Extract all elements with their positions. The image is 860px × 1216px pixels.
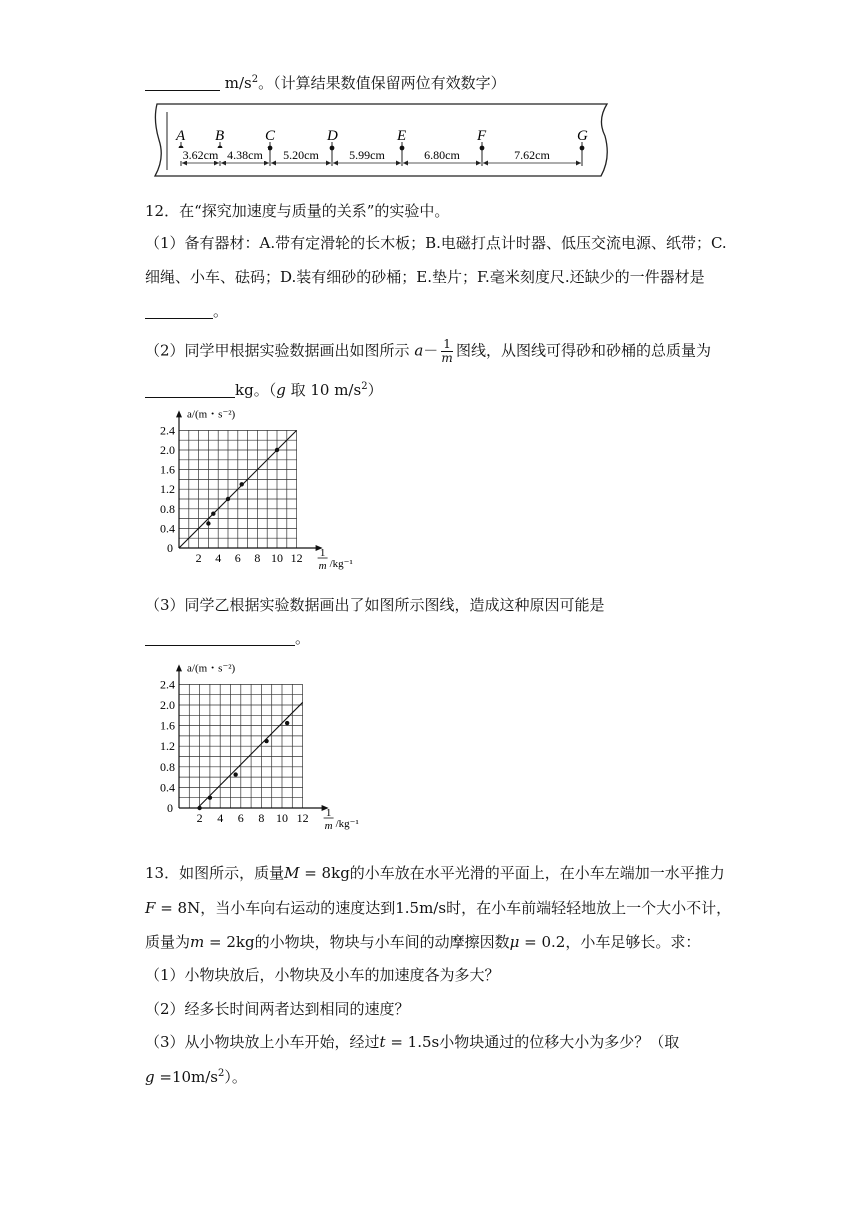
x-tick-label: 4 bbox=[217, 811, 224, 825]
answer-blank[interactable] bbox=[145, 381, 235, 398]
q13-sub2: （2）经多长时间两者达到相同的速度？ bbox=[145, 1000, 410, 1018]
q11-answer-line bbox=[145, 72, 506, 93]
x-tick-label: 2 bbox=[195, 551, 202, 565]
var-M: M bbox=[284, 864, 300, 882]
y-axis-arrow bbox=[176, 410, 182, 417]
period: 。 bbox=[295, 629, 311, 647]
q13-sub1: （1）小物块放后，小物块及小车的加速度各为多大？ bbox=[145, 966, 500, 984]
x-tick-label: 6 bbox=[234, 551, 241, 565]
x-axis-label: 1 bbox=[325, 807, 332, 819]
q13-line1 bbox=[145, 862, 725, 883]
tape-point-label: E bbox=[397, 128, 407, 144]
tape-point-label: D bbox=[327, 128, 338, 144]
y-tick-label: 0.8 bbox=[160, 501, 175, 516]
x-tick-label: 8 bbox=[258, 811, 265, 825]
q13-sub3 bbox=[145, 1031, 679, 1052]
var-a: a bbox=[414, 341, 424, 360]
text: ）。 bbox=[224, 1068, 247, 1086]
text: 质量为 bbox=[145, 933, 191, 951]
x-tick-label: 12 bbox=[296, 811, 309, 825]
tape-arrow-left bbox=[271, 161, 276, 166]
text: 小物块通过的位移大小为多少？（取 bbox=[439, 1033, 680, 1051]
tape-arrow-left bbox=[333, 161, 338, 166]
data-point bbox=[206, 521, 210, 525]
y-tick-label: 1.6 bbox=[160, 462, 175, 477]
tape-segment-label: 7.62cm bbox=[514, 148, 550, 162]
origin-label: 0 bbox=[167, 801, 173, 815]
x-tick-label: 6 bbox=[237, 811, 244, 825]
fraction-1-over-m: $\frac{1}{m}$ bbox=[441, 337, 453, 365]
x-tick-label: 4 bbox=[215, 551, 222, 565]
x-axis-label: 1 bbox=[319, 547, 326, 559]
tape-point-label: B bbox=[215, 128, 225, 144]
x-tick-label: 10 bbox=[271, 551, 283, 565]
answer-blank[interactable] bbox=[145, 302, 213, 319]
text: 的小物块，物块与小车间的动摩擦因数 bbox=[254, 933, 510, 951]
var-t: t bbox=[379, 1033, 386, 1051]
eq: = 1.5s bbox=[385, 1033, 440, 1051]
chart-a-vs-inv-m-1 bbox=[145, 406, 360, 578]
tape-dot bbox=[330, 146, 335, 151]
y-tick-label: 1.2 bbox=[160, 739, 175, 754]
x-tick-label: 10 bbox=[276, 811, 288, 825]
answer-blank[interactable] bbox=[145, 74, 220, 91]
x-tick-label: 8 bbox=[254, 551, 261, 565]
fit-line bbox=[198, 702, 303, 808]
y-tick-label: 1.2 bbox=[160, 482, 175, 497]
q12-p2-line1 bbox=[145, 338, 711, 365]
data-point bbox=[240, 482, 244, 486]
q12-p2-answer bbox=[145, 379, 383, 400]
q13-line2 bbox=[145, 897, 731, 918]
x-axis-label: /kg⁻¹ bbox=[329, 558, 353, 570]
velocity: 1.5m/s bbox=[395, 899, 447, 917]
eq: = 8N bbox=[155, 899, 201, 917]
data-point bbox=[208, 796, 212, 800]
var-F: F bbox=[145, 899, 156, 917]
q12-title: 12．在“探究加速度与质量的关系”的实验中。 bbox=[145, 202, 450, 220]
tape-arrow-right bbox=[326, 161, 331, 166]
tape-arrow-right bbox=[396, 161, 401, 166]
eq: = 0.2 bbox=[519, 933, 566, 951]
eq: = 8kg bbox=[299, 864, 350, 882]
x-axis-label: m bbox=[324, 820, 333, 832]
x-tick-label: 2 bbox=[196, 811, 203, 825]
tape-point-label: C bbox=[265, 128, 276, 144]
y-tick-label: 1.6 bbox=[160, 718, 175, 733]
sup: 2 bbox=[361, 381, 368, 392]
y-tick-label: 0.4 bbox=[160, 521, 175, 536]
y-tick-label: 0.8 bbox=[160, 759, 175, 774]
y-tick-label: 0.4 bbox=[160, 780, 175, 795]
tape-point-label: A bbox=[176, 128, 186, 144]
sup: 2 bbox=[218, 1068, 225, 1079]
paper-tape-figure bbox=[145, 98, 615, 182]
p2-text: （2）同学甲根据实验数据画出如图所示 bbox=[145, 341, 410, 360]
tape-arrow-left bbox=[221, 161, 226, 166]
tape-segment-label: 5.99cm bbox=[349, 148, 385, 162]
text: ，当小车向右运动的速度达到 bbox=[200, 899, 396, 917]
paren-close: ） bbox=[367, 381, 383, 399]
tape-arrow-left bbox=[483, 161, 488, 166]
tape-dot bbox=[480, 146, 485, 151]
tape-segment-label: 5.20cm bbox=[283, 148, 319, 162]
chart-a-vs-inv-m-2 bbox=[145, 658, 360, 838]
x-tick-label: 12 bbox=[290, 551, 303, 565]
data-point bbox=[264, 739, 268, 743]
q13-sub3-cont bbox=[145, 1066, 247, 1087]
p2-text-post: 图线，从图线可得砂和砂桶的总质量为 bbox=[455, 341, 711, 360]
tape-segment-label: 4.38cm bbox=[227, 148, 263, 162]
y-axis-label: a/(m・s⁻²) bbox=[187, 662, 236, 675]
var-g: g bbox=[276, 381, 286, 399]
var-m: m bbox=[190, 933, 205, 951]
eq: = 2kg bbox=[204, 933, 255, 951]
text: 的小车放在水平光滑的平面上，在小车左端加一水平推力 bbox=[349, 864, 725, 882]
y-tick-label: 2.4 bbox=[160, 423, 175, 438]
note: 。（计算结果数值保留两位有效数字） bbox=[258, 74, 506, 92]
tape-dot bbox=[580, 146, 585, 151]
tape-dot bbox=[268, 146, 273, 151]
x-axis-label: /kg⁻¹ bbox=[335, 818, 359, 830]
text: 13．如图所示，质量 bbox=[145, 864, 285, 882]
tape-arrow-left bbox=[403, 161, 408, 166]
tape-arrow-right bbox=[264, 161, 269, 166]
unit-sup: 2 bbox=[251, 74, 259, 85]
unit: m/s bbox=[224, 74, 252, 92]
eq: =10m/s bbox=[154, 1068, 219, 1086]
tape-point-label: F bbox=[477, 128, 487, 144]
data-point bbox=[211, 512, 215, 516]
data-point bbox=[226, 497, 230, 501]
tape-arrow-right bbox=[576, 161, 581, 166]
g-value: 取 10 m/s bbox=[285, 381, 362, 399]
x-axis-label: m bbox=[318, 560, 327, 572]
origin-label: 0 bbox=[167, 541, 173, 555]
q12-p1-line2: 细绳、小车、砝码；D.装有细砂的砂桶；E.垫片；F.毫米刻度尺.还缺少的一件器材是 bbox=[145, 268, 705, 286]
data-point bbox=[197, 806, 201, 810]
tape-segment-label: 3.62cm bbox=[182, 148, 219, 162]
q12-p1-line1: （1）备有器材：A.带有定滑轮的长木板；B.电磁打点计时器、低压交流电源、纸带；C. bbox=[145, 234, 727, 252]
var-g: g bbox=[145, 1068, 155, 1086]
q12-p3-answer bbox=[145, 627, 310, 648]
unit: kg。（ bbox=[235, 381, 277, 399]
tape-point-label: G bbox=[577, 128, 588, 144]
answer-blank[interactable] bbox=[145, 629, 295, 646]
tape-dot bbox=[400, 146, 405, 151]
period: 。 bbox=[213, 302, 229, 320]
text: ，小车足够长。求： bbox=[565, 933, 701, 951]
text: （3）从小物块放上小车开始，经过 bbox=[145, 1033, 380, 1051]
y-tick-label: 2.4 bbox=[160, 677, 175, 692]
data-point bbox=[233, 772, 237, 776]
text: 时，在小车前端轻轻地放上一个大小不计， bbox=[446, 899, 732, 917]
q13-line3 bbox=[145, 931, 700, 952]
y-tick-label: 2.0 bbox=[160, 698, 175, 712]
data-point bbox=[275, 448, 279, 452]
tape-segment-label: 6.80cm bbox=[424, 148, 460, 162]
q12-p3-line: （3）同学乙根据实验数据画出了如图所示图线，造成这种原因可能是 bbox=[145, 596, 605, 614]
q12-p1-answer bbox=[145, 300, 228, 321]
data-point bbox=[285, 721, 289, 725]
tape-arrow-right bbox=[476, 161, 481, 166]
y-tick-label: 2.0 bbox=[160, 443, 175, 457]
dash: － bbox=[423, 341, 439, 360]
y-axis-arrow bbox=[176, 664, 182, 671]
y-axis-label: a/(m・s⁻²) bbox=[187, 408, 236, 421]
var-mu: μ bbox=[509, 933, 520, 951]
